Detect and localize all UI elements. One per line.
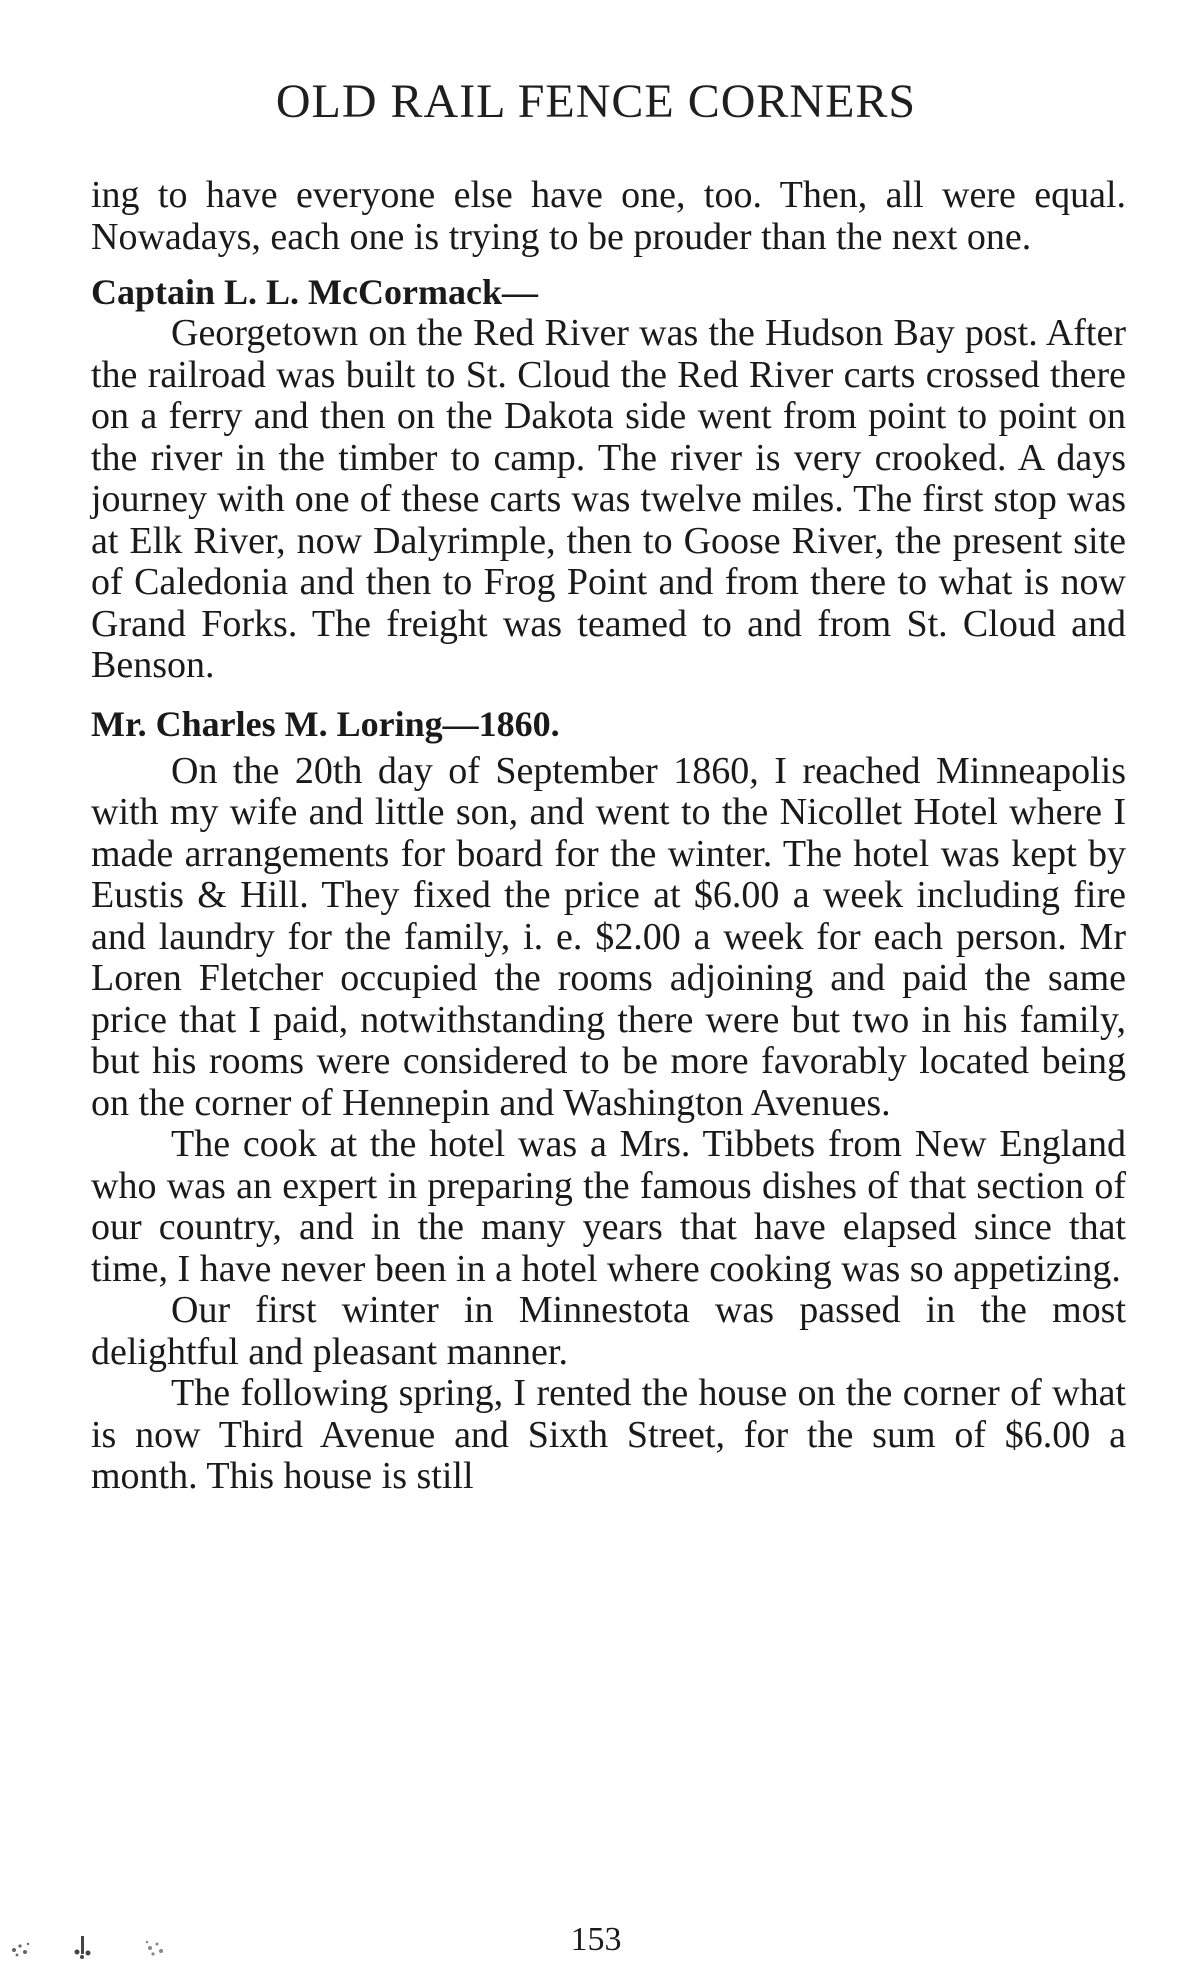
scan-speck-mark bbox=[68, 1930, 98, 1960]
paragraph: Georgetown on the Red River was the Hudson Bay post. After the railroad was built to St. Cloud the Red River carts crossed there on a ferry and then on the Dakota side went from point to point on the river in the timber to camp. The river is very crooked. A days journey with one of these carts was twelve miles. The first stop was at Elk River, now Dalyrimple, then to Goose River, the present site of Caledonia and then to Frog Point and from there to what is now Grand Forks. The freight was teamed to and from St. Cloud and Benson. bbox=[91, 312, 1126, 686]
body-text bbox=[91, 175, 1126, 1498]
paragraph: The cook at the hotel was a Mrs. Tibbets from New England who was an expert in preparing the famous dishes of that section of our country, and in the many years that have elapsed since that time, I have never been in a hotel where cooking was so appetizing. bbox=[91, 1123, 1126, 1290]
page-number: 153 bbox=[570, 1921, 622, 1958]
paragraph: The following spring, I rented the house on the corner of what is now Third Avenue and Sixth Street, for the sum of $6.00 a month. This house is still bbox=[91, 1372, 1126, 1497]
scan-speck-mark bbox=[140, 1930, 170, 1960]
paragraph: Our first winter in Minnestota was passed in the most delightful and pleasant manner. bbox=[91, 1289, 1126, 1373]
paragraph: ing to have everyone else have one, too. Then, all were equal. Nowadays, each one is trying to be prouder than the next one. bbox=[91, 174, 1126, 258]
section-heading-loring: Mr. Charles M. Loring—1860. bbox=[91, 703, 560, 744]
scan-speck-mark bbox=[6, 1930, 36, 1960]
section-heading-mccormack: Captain L. L. McCormack— bbox=[91, 272, 538, 312]
running-head: OLD RAIL FENCE CORNERS bbox=[275, 75, 917, 128]
paragraph: On the 20th day of September 1860, I reached Minneapolis with my wife and little son, and went to the Nicollet Hotel where I made arrangements for board for the winter. The hotel was kept by Eustis & Hill. They fixed the price at $6.00 a week including fire and laundry for the family, i. e. $2.00 a week for each person. Mr Loren Fletcher occupied the rooms adjoining and paid the same price that I paid, notwithstanding there were but two in his family, but his rooms were considered to be more favorably located being on the corner of Hennepin and Washington Avenues. bbox=[91, 749, 1126, 1124]
